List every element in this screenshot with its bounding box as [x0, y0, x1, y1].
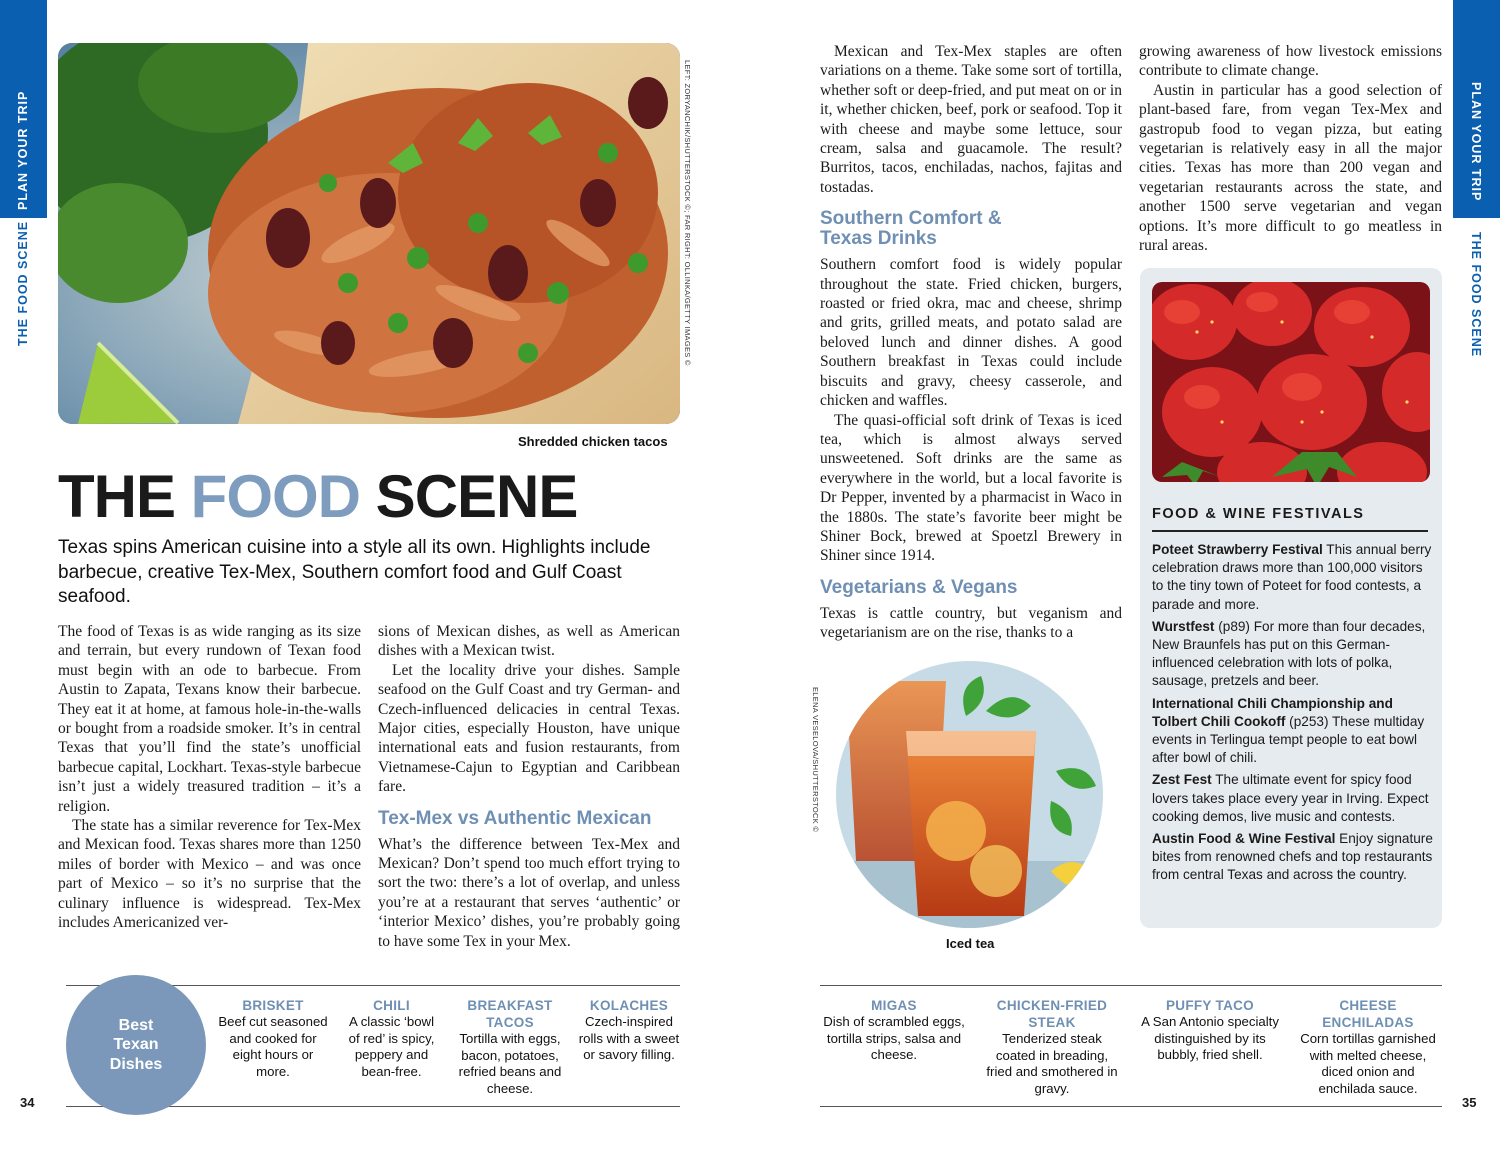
tea-photo-credit: ELENA VESELOVA/SHUTTERSTOCK ©: [811, 687, 820, 833]
right-section-label: PLAN YOUR TRIP: [1469, 82, 1483, 202]
dish-description: A classic ‘bowl of red’ is spicy, peppery and bean-free.: [348, 1014, 435, 1079]
tea-caption: Iced tea: [946, 936, 995, 951]
col2-subheading: Tex-Mex vs Authentic Mexican: [378, 807, 652, 829]
body-column-2: [378, 622, 680, 951]
page-title: [58, 462, 577, 532]
title-part-2: FOOD: [190, 463, 360, 530]
col4-paragraph-2: Austin in particular has a good selection of plant-based fare, from vegan Tex-Mex and gastropub food to vegan pizza, but eating vegetarian is relatively easy in all the major cities. Texas has more than 200 vegan and vegetarian restaurants across the state, and another 1500 serve vegetarian and vegan options. It’s more difficult to go meatless in rural areas.: [1139, 81, 1442, 255]
col3-paragraph-2: Southern comfort food is widely popular throughout the state. Fried chicken, burgers, roasted or fried okra, mac and cheese, shrimp and grits, grilled meats, and potato salad are beloved lunch and dinner dishes. A good Southern breakfast in Texas could include biscuits and gravy, cheesy casserole, and chicken and waffles.: [820, 256, 1122, 410]
dish-description: Beef cut seasoned and cooked for eight hours or more.: [218, 1014, 328, 1079]
intro-paragraph: Texas spins American cuisine into a style all its own. Highlights include barbecue, creative Tex-Mex, Southern comfort food and Gulf Coast seafood.: [58, 537, 651, 607]
dish-item: [1136, 997, 1284, 1064]
festival-text: The ultimate event for spicy food lovers takes place every year in Irving. Expect cooking demos, live music and contests.: [1152, 772, 1429, 824]
dish-name: BRISKET: [242, 998, 304, 1013]
festival-text: This annual berry celebration draws more than 100,000 visitors to the tiny town of Poteet for food contests, a parade and more.: [1152, 542, 1432, 612]
dishes-top-rule-right: [820, 985, 1442, 986]
badge-line-1: Best: [118, 1016, 154, 1034]
dish-name: CHILI: [373, 998, 410, 1013]
col3-paragraph-3: The quasi-official soft drink of Texas is iced tea, which is almost always served unsweetened. Soft drinks are the same as everywhere in the world, but a local favorite is Dr Pepper, invented by a pharmacist in Waco in the 1880s. The state’s favorite beer might be Shiner Bock, brewed at Spoetzl Brewery in Shiner since 1914.: [820, 411, 1122, 565]
title-part-1: THE: [58, 463, 175, 530]
tacos-caption: Shredded chicken tacos: [518, 434, 668, 449]
col1-paragraph-1: The food of Texas is as wide ranging as its size and terrain, but every rundown of Texan food must begin with an ode to barbecue. From Austin to Zapata, Texans know their barbecue. They eat it at home, at famous hole-in-the-walls or bought from a roadside smoker. It’s in central Texas that you’ll find the state’s unofficial barbecue capital, Lockhart. Texas-style barbecue isn’t just a widely treasured tradition – it’s a religion.: [58, 623, 361, 815]
festival-item: [1152, 695, 1434, 768]
tacos-photo: [58, 43, 680, 424]
page-number-right: 35: [1462, 1095, 1477, 1110]
festival-text: (p89) For more than four decades, New Braunfels has put on this German-influenced celebration with lots of polka, sausage, pretzels and beer.: [1152, 618, 1426, 689]
col3-subheading-1: Southern Comfort & Texas Drinks: [820, 208, 1002, 250]
festival-item: [1152, 771, 1434, 826]
dish-item: [218, 997, 328, 1080]
body-column-1: [58, 622, 361, 933]
col3-paragraph-4: Texas is cattle country, but veganism and vegetarianism are on the rise, thanks to a: [820, 604, 1122, 642]
col2-paragraph-2: Let the locality drive your dishes. Sample seafood on the Gulf Coast and try German- and Czech-influenced delicacies in central Texas. Major cities, especially Houston, have unique international eats and fusion restaurants, from Vietnamese-Cajun to Egyptian and Caribbean fare.: [378, 661, 680, 796]
right-chapter-label: THE FOOD SCENE: [1469, 232, 1483, 358]
col2-paragraph-1: sions of Mexican dishes, as well as American dishes with a Mexican twist.: [378, 623, 680, 660]
festivals-heading: FOOD & WINE FESTIVALS: [1152, 506, 1428, 532]
dish-description: Dish of scrambled eggs, tortilla strips, salsa and cheese.: [823, 1014, 965, 1063]
dish-item: [978, 997, 1126, 1097]
dish-item: [455, 997, 565, 1097]
festivals-list: [1152, 541, 1434, 889]
strawberries-photo: [1152, 282, 1430, 482]
dish-name: KOLACHES: [589, 998, 669, 1013]
left-chapter-label: THE FOOD SCENE: [16, 220, 30, 346]
dish-description: Tenderized steak coated in breading, fried and smothered in gravy.: [986, 1031, 1118, 1096]
dish-item: [576, 997, 682, 1064]
title-part-3: SCENE: [375, 463, 578, 530]
page-number-left: 34: [20, 1095, 35, 1110]
dish-description: Tortilla with eggs, bacon, potatoes, refried beans and cheese.: [458, 1031, 562, 1096]
festival-name: Zest Fest: [1152, 772, 1212, 788]
dish-item: [1292, 997, 1444, 1097]
col1-paragraph-2: The state has a similar reverence for Tex-Mex and Mexican food. Texas shares more than 1250 miles of border with Mexico – and was once part of Mexico – so it’s no surprise that the culinary influence is widespread. Tex-Mex includes Americanized ver-: [58, 817, 361, 932]
festival-name: Poteet Strawberry Festival: [1152, 542, 1323, 557]
dish-description: Corn tortillas garnished with melted cheese, diced onion and enchilada sauce.: [1300, 1031, 1436, 1096]
dish-name: MIGAS: [871, 998, 917, 1013]
festival-item: [1152, 618, 1434, 691]
best-dishes-badge: [66, 975, 206, 1115]
badge-line-3: Dishes: [109, 1055, 163, 1073]
festival-text: (p253) These multiday events in Terlingua tempt people to eat bowl after bowl of chili.: [1152, 713, 1425, 766]
body-column-3: [820, 42, 1122, 643]
festival-name: International Chili Championship and Tolbert Chili Cookoff: [1152, 695, 1393, 729]
dish-item: [344, 997, 439, 1080]
dish-description: Czech-inspired rolls with a sweet or savory filling.: [578, 1014, 680, 1063]
dish-name: PUFFY TACO: [1165, 998, 1254, 1013]
left-section-label: PLAN YOUR TRIP: [16, 90, 30, 210]
festival-name: Wurstfest: [1152, 618, 1215, 634]
festival-item: [1152, 830, 1434, 885]
col4-paragraph-1: growing awareness of how livestock emissions contribute to climate change.: [1139, 43, 1442, 80]
dishes-bottom-rule-right: [820, 1106, 1442, 1107]
iced-tea-photo: [836, 661, 1103, 928]
festival-text: Enjoy signature bites from renowned chefs and top restaurants from central Texas and across the country.: [1152, 831, 1433, 883]
col3-paragraph-1: Mexican and Tex-Mex staples are often variations on a theme. Take some sort of tortilla, whether soft or deep-fried, and put meat on or in it, whether chicken, beef, pork or seafood. Top it with cheese and maybe some lettuce, sour cream, salsa and guacamole. The result? Burritos, tacos, enchiladas, nachos, fajitas and tostadas.: [820, 43, 1122, 196]
festival-name: Austin Food & Wine Festival: [1152, 831, 1336, 847]
dish-description: A San Antonio specialty distinguished by its bubbly, fried shell.: [1141, 1014, 1279, 1063]
body-column-4: [1139, 42, 1442, 255]
badge-line-2: Texan: [113, 1036, 159, 1054]
dish-item: [820, 997, 968, 1064]
festival-item: [1152, 541, 1434, 614]
dish-name: CHICKEN-FRIED STEAK: [996, 998, 1108, 1030]
col2-paragraph-3: What’s the difference between Tex-Mex and Mexican? Don’t spend too much effort trying to sort the two: there’s a lot of overlap, and unless you’re at a restaurant that serves ‘authentic’ or ‘interior Mexico’ dishes, you’re probably going to have some Tex in your Mex.: [378, 835, 680, 950]
festivals-sidebar: [1140, 268, 1442, 928]
dish-name: CHEESE ENCHILADAS: [1322, 998, 1414, 1030]
dish-name: BREAKFAST TACOS: [467, 998, 553, 1030]
col3-subheading-2: Vegetarians & Vegans: [820, 576, 1018, 598]
tacos-photo-credit: LEFT: ZORYANCHIK/SHUTTERSTOCK ©; FAR RIGHT: OLLINKA/GETTY IMAGES ©: [683, 60, 692, 366]
